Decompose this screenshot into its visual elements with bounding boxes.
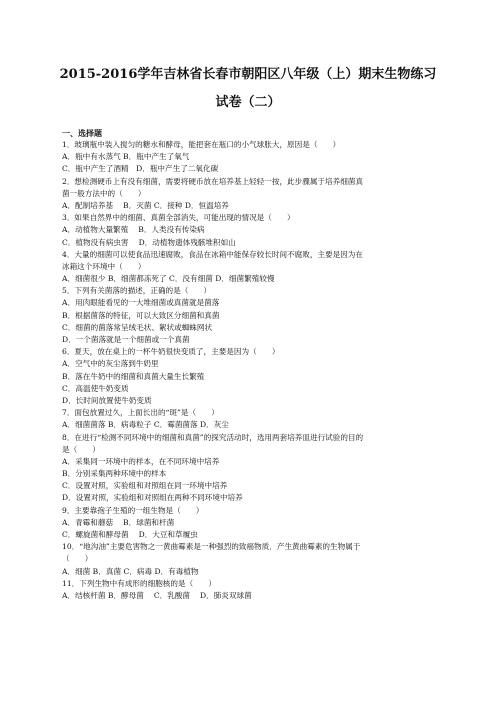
answer-option-line: C．高温使牛奶变质 (62, 383, 129, 393)
answer-option-line: A．细菌很少 B．细菌都冻死了 C．没有细菌 D．细菌繁殖较慢 (62, 274, 275, 284)
question-text-line: 4．大量的细菌可以使食品迅速腐败，食品在冰箱中能保存较长时间不腐败，主要是因为在 (62, 249, 363, 259)
question-text-line: （ ） (62, 554, 93, 564)
answer-option-line: C．植物没有病虫害 D．动植物遗体残骸堆积如山 (62, 237, 236, 247)
answer-option-line: C．螺旋菌和酵母菌 D．大豆和草履虫 (62, 530, 198, 539)
answer-option-line: D．设置对照，实验组和对照组在两种不同环境中培养 (62, 493, 243, 503)
answer-option-line: A．动植物大量繁殖 B．人类没有传染病 (62, 225, 205, 235)
answer-option-line: A．空气中的灰尘落到牛奶里 (62, 359, 159, 369)
answer-option-line: A．用肉眼能看见的一大堆细菌或真菌就是菌落 (62, 298, 220, 308)
document-title-line-1: 2015-2016学年吉林省长春市朝阳区八年级（上）期末生物练习 (59, 67, 437, 82)
answer-option-line: C．设置对照，实验组和对照组在同一环境中培养 (62, 481, 228, 491)
answer-option-line: A．细菌 B．真菌 C．病毒 D．有毒植物 (62, 566, 199, 576)
question-text-line: 冰箱这个环境中（ ） (62, 261, 146, 271)
question-text-line: 6．夏天，放在桌上的一杯牛奶很快变质了，主要是因为（ ） (62, 347, 280, 357)
document-title-line-2: 试卷（二） (215, 95, 281, 110)
answer-option-line: C．瓶中产生了酒精 D．瓶中产生了二氧化碳 (62, 164, 219, 174)
question-text-line: 1．玻璃瓶中装入搅匀的糖水和酵母，能把套在瓶口的小气球胀大，原因是（ ） (62, 140, 341, 149)
question-text-line: 11．下列生物中有成形的细胞核的是（ ） (62, 578, 216, 588)
question-text-line: 10．“地沟油”主要危害物之一黄曲霉素是一种强烈的致癌物质．产生黄曲霉素的生物属于 (62, 542, 361, 552)
answer-option-line: A．青霉和蘑菇 B．球菌和杆菌 (62, 517, 175, 527)
question-text-line: 菌一般方法中的（ ） (62, 188, 146, 198)
answer-option-line: B．落在牛奶中的细菌和真菌大量生长繁殖 (62, 371, 205, 381)
question-list (62, 139, 452, 602)
question-text-line: 7．面包放置过久，上面长出的“斑”是（ ） (62, 408, 219, 418)
question-text-line: 8．在进行“检测不同环境中的细菌和真菌”的探究活动时，选用两套培养皿进行试验的目的 (62, 432, 364, 442)
answer-option-line: A．细菌菌落 B．病毒粒子 C．霉菌菌落 D．灰尘 (62, 420, 229, 430)
answer-option-line: A．配制培养基 B．灭菌 C．接种 D．恒温培养 (62, 200, 229, 210)
answer-option-line: A．采集同一环境中的样本，在不同环境中培养 (62, 456, 220, 466)
answer-option-line: A．结核杆菌 B．酵母菌 C．乳酸菌 D．肺炎双球菌 (62, 590, 252, 600)
question-text-line: 9．主要靠孢子生殖的一组生物是（ ） (62, 505, 204, 515)
question-text-line: 3．如果自然界中的细菌、真菌全部消失，可能出现的情况是（ ） (62, 213, 295, 223)
answer-option-line: D．一个菌落就是一个细菌或一个真菌 (62, 335, 190, 344)
section-heading: 一、选择题 (62, 128, 102, 138)
question-text-line: 是（ ） (62, 444, 100, 454)
answer-option-line: A．瓶中有水蒸气 B．瓶中产生了氧气 (62, 152, 190, 162)
question-text-line: 2．想检测硬币上有没有细菌，需要将硬币放在培养基上轻轻一按，此步骤属于培养细菌真 (62, 176, 363, 186)
answer-option-line: B．分别采集两种环境中的样本 (62, 469, 167, 479)
answer-option-line: C．细菌的菌落常呈绒毛状、絮状或蜘蛛网状 (62, 322, 213, 332)
question-text-line: 5．下列有关菌落的描述，正确的是（ ） (62, 286, 212, 296)
answer-option-line: B．根据菌落的特征，可以大致区分细菌和真菌 (62, 310, 220, 320)
answer-option-line: D．长时间放置使牛奶变质 (62, 395, 152, 405)
